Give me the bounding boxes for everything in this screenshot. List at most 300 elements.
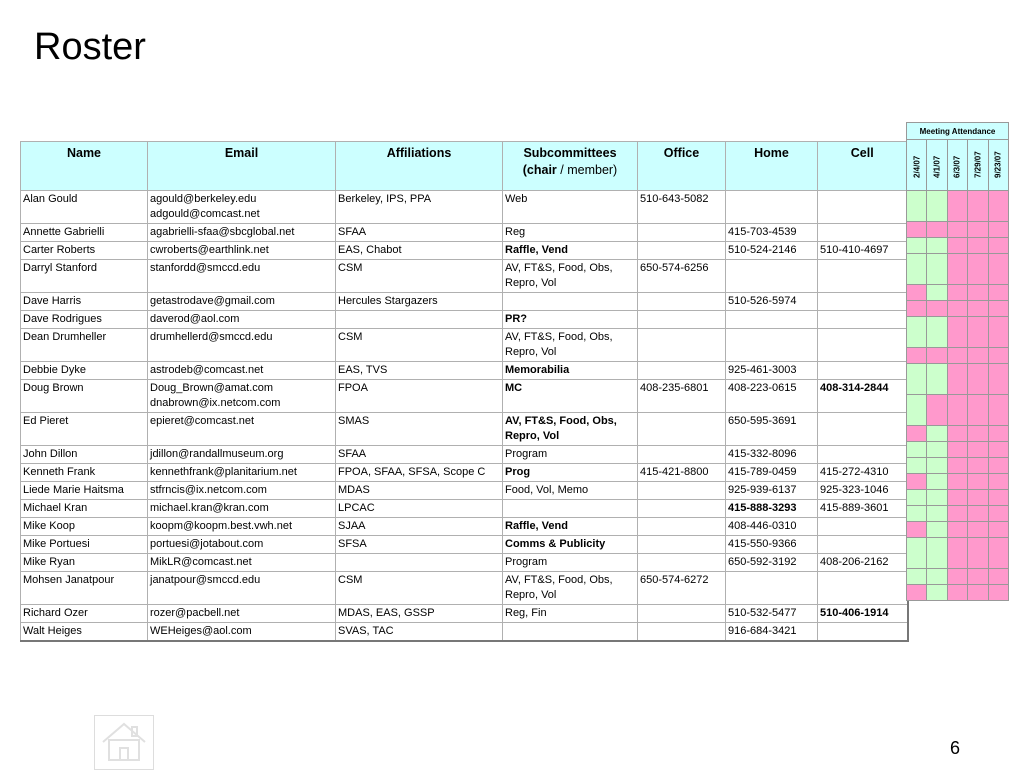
attendance-cell-absent: [968, 538, 988, 569]
roster-cell-aff: SJAA: [336, 518, 503, 536]
attendance-date: 9/23/07: [988, 140, 1008, 191]
roster-cell-office: 415-421-8800: [638, 464, 726, 482]
roster-row: [21, 413, 908, 446]
attendance-cell-absent: [988, 317, 1008, 348]
attendance-cell-absent: [988, 364, 1008, 395]
attendance-row: [907, 222, 1009, 238]
roster-cell-cell: [818, 623, 908, 642]
roster-cell-office: [638, 311, 726, 329]
roster-row: [21, 242, 908, 260]
roster-body: [21, 191, 908, 642]
roster-cell-office: [638, 413, 726, 446]
attendance-cell-absent: [988, 426, 1008, 442]
attendance-cell-attended: [907, 538, 927, 569]
roster-cell-aff: EAS, TVS: [336, 362, 503, 380]
roster-cell-sub: Raffle, Vend: [503, 518, 638, 536]
roster-cell-cell: [818, 191, 908, 224]
attendance-cell-absent: [968, 522, 988, 538]
attendance-cell-absent: [947, 348, 967, 364]
roster-cell-sub: [503, 623, 638, 642]
attendance-cell-attended: [907, 458, 927, 474]
roster-cell-cell: [818, 260, 908, 293]
roster-cell-aff: MDAS: [336, 482, 503, 500]
attendance-cell-absent: [968, 569, 988, 585]
roster-cell-sub: Reg: [503, 224, 638, 242]
roster-row: [21, 224, 908, 242]
roster-cell-office: [638, 518, 726, 536]
roster-cell-home: 925-939-6137: [726, 482, 818, 500]
roster-cell-aff: Berkeley, IPS, PPA: [336, 191, 503, 224]
roster-cell-email: cwroberts@earthlink.net: [148, 242, 336, 260]
attendance-cell-attended: [907, 317, 927, 348]
attendance-cell-attended: [927, 238, 947, 254]
roster-row: [21, 518, 908, 536]
roster-row: [21, 293, 908, 311]
attendance-cell-attended: [927, 506, 947, 522]
house-icon: [95, 716, 153, 769]
roster-cell-email: stanfordd@smccd.edu: [148, 260, 336, 293]
roster-cell-office: 650-574-6256: [638, 260, 726, 293]
attendance-cell-absent: [988, 522, 1008, 538]
attendance-cell-attended: [907, 395, 927, 426]
attendance-cell-absent: [947, 254, 967, 285]
roster-cell-cell: [818, 362, 908, 380]
roster-cell-sub: [503, 500, 638, 518]
roster-cell-office: [638, 242, 726, 260]
attendance-date: 6/3/07: [947, 140, 967, 191]
roster-cell-cell: [818, 224, 908, 242]
attendance-cell-absent: [988, 348, 1008, 364]
attendance-cell-absent: [947, 426, 967, 442]
attendance-cell-attended: [907, 364, 927, 395]
attendance-cell-absent: [907, 301, 927, 317]
roster-row: [21, 482, 908, 500]
attendance-row: [907, 285, 1009, 301]
attendance-cell-absent: [947, 395, 967, 426]
attendance-title: Meeting Attendance: [907, 123, 1009, 140]
roster-cell-office: [638, 623, 726, 642]
roster-cell-home: 408-223-0615: [726, 380, 818, 413]
attendance-row: [907, 191, 1009, 222]
attendance-cell-attended: [907, 442, 927, 458]
roster-cell-sub: Program: [503, 554, 638, 572]
roster-cell-cell: [818, 329, 908, 362]
roster-row: [21, 380, 908, 413]
roster-cell-name: Alan Gould: [21, 191, 148, 224]
roster-cell-aff: SMAS: [336, 413, 503, 446]
roster-cell-home: 510-524-2146: [726, 242, 818, 260]
roster-cell-cell: [818, 311, 908, 329]
attendance-cell-absent: [947, 490, 967, 506]
roster-cell-sub: Memorabilia: [503, 362, 638, 380]
roster-cell-home: 916-684-3421: [726, 623, 818, 642]
roster-cell-sub: [503, 293, 638, 311]
roster-cell-cell: 510-406-1914: [818, 605, 908, 623]
attendance-cell-absent: [988, 222, 1008, 238]
roster-cell-office: 650-574-6272: [638, 572, 726, 605]
attendance-cell-attended: [927, 538, 947, 569]
roster-cell-sub: Raffle, Vend: [503, 242, 638, 260]
attendance-cell-absent: [968, 458, 988, 474]
attendance-cell-absent: [968, 442, 988, 458]
roster-cell-name: Annette Gabrielli: [21, 224, 148, 242]
roster-cell-cell: 925-323-1046: [818, 482, 908, 500]
page-title: Roster: [34, 26, 146, 68]
attendance-cell-absent: [907, 474, 927, 490]
attendance-cell-absent: [947, 191, 967, 222]
roster-cell-email: agould@berkeley.edu adgould@comcast.net: [148, 191, 336, 224]
home-button[interactable]: [94, 715, 154, 770]
roster-cell-cell: [818, 446, 908, 464]
attendance-cell-absent: [968, 301, 988, 317]
roster-cell-sub: Food, Vol, Memo: [503, 482, 638, 500]
attendance-cell-absent: [947, 538, 967, 569]
attendance-cell-absent: [927, 348, 947, 364]
attendance-cell-attended: [907, 238, 927, 254]
chair-label: (chair: [522, 163, 557, 177]
roster-cell-email: stfrncis@ix.netcom.com: [148, 482, 336, 500]
attendance-cell-absent: [968, 506, 988, 522]
roster-cell-home: [726, 191, 818, 224]
roster-row: [21, 464, 908, 482]
attendance-cell-absent: [907, 222, 927, 238]
subcommittees-legend: [505, 162, 635, 179]
roster-cell-office: 510-643-5082: [638, 191, 726, 224]
roster-cell-name: Carter Roberts: [21, 242, 148, 260]
roster-cell-email: astrodeb@comcast.net: [148, 362, 336, 380]
roster-cell-sub: Prog: [503, 464, 638, 482]
roster-cell-home: [726, 311, 818, 329]
roster-cell-cell: 415-272-4310: [818, 464, 908, 482]
roster-cell-sub: AV, FT&S, Food, Obs, Repro, Vol: [503, 413, 638, 446]
roster-cell-name: John Dillon: [21, 446, 148, 464]
roster-cell-aff: CSM: [336, 260, 503, 293]
attendance-cell-absent: [947, 285, 967, 301]
roster-cell-aff: CSM: [336, 572, 503, 605]
attendance-cell-absent: [927, 301, 947, 317]
roster-header-row: [21, 142, 908, 191]
attendance-cell-attended: [927, 285, 947, 301]
roster-cell-aff: CSM: [336, 329, 503, 362]
roster-cell-office: [638, 554, 726, 572]
attendance-cell-attended: [907, 254, 927, 285]
roster-cell-cell: [818, 536, 908, 554]
roster-cell-sub: AV, FT&S, Food, Obs, Repro, Vol: [503, 329, 638, 362]
roster-cell-home: 415-703-4539: [726, 224, 818, 242]
roster-row: [21, 362, 908, 380]
roster-cell-sub: AV, FT&S, Food, Obs, Repro, Vol: [503, 260, 638, 293]
attendance-table: [906, 122, 1009, 601]
attendance-cell-absent: [968, 317, 988, 348]
roster-cell-name: Richard Ozer: [21, 605, 148, 623]
roster-cell-email: WEHeiges@aol.com: [148, 623, 336, 642]
roster-cell-office: 408-235-6801: [638, 380, 726, 413]
roster-cell-name: Darryl Stanford: [21, 260, 148, 293]
roster-cell-home: 415-332-8096: [726, 446, 818, 464]
attendance-cell-absent: [968, 191, 988, 222]
attendance-cell-attended: [927, 474, 947, 490]
attendance-cell-attended: [927, 317, 947, 348]
roster-cell-email: koopm@koopm.best.vwh.net: [148, 518, 336, 536]
roster-cell-home: [726, 329, 818, 362]
roster-cell-name: Debbie Dyke: [21, 362, 148, 380]
attendance-cell-attended: [907, 569, 927, 585]
attendance-row: [907, 569, 1009, 585]
attendance-cell-absent: [968, 395, 988, 426]
attendance-cell-absent: [947, 506, 967, 522]
roster-cell-name: Ed Pieret: [21, 413, 148, 446]
roster-cell-sub: AV, FT&S, Food, Obs, Repro, Vol: [503, 572, 638, 605]
attendance-cell-absent: [947, 238, 967, 254]
subcommittees-label: Subcommittees: [523, 146, 617, 160]
roster-cell-home: [726, 572, 818, 605]
roster-cell-name: Walt Heiges: [21, 623, 148, 642]
col-header-cell: Cell: [818, 142, 908, 191]
attendance-cell-attended: [927, 569, 947, 585]
attendance-row: [907, 585, 1009, 601]
attendance-cell-absent: [968, 285, 988, 301]
roster-cell-name: Kenneth Frank: [21, 464, 148, 482]
roster-cell-email: MikLR@comcast.net: [148, 554, 336, 572]
attendance-cell-absent: [988, 474, 1008, 490]
attendance-cell-absent: [968, 222, 988, 238]
attendance-cell-absent: [927, 395, 947, 426]
roster-cell-email: drumhellerd@smccd.edu: [148, 329, 336, 362]
roster-cell-office: [638, 329, 726, 362]
roster-cell-cell: 510-410-4697: [818, 242, 908, 260]
roster-cell-email: getastrodave@gmail.com: [148, 293, 336, 311]
attendance-dates-row: [907, 140, 1009, 191]
roster-cell-email: rozer@pacbell.net: [148, 605, 336, 623]
attendance-cell-absent: [907, 426, 927, 442]
roster-cell-name: Doug Brown: [21, 380, 148, 413]
roster-table: [20, 141, 909, 642]
attendance-cell-absent: [988, 442, 1008, 458]
roster-cell-name: Liede Marie Haitsma: [21, 482, 148, 500]
roster-cell-cell: 415-889-3601: [818, 500, 908, 518]
roster-cell-name: Mike Koop: [21, 518, 148, 536]
roster-cell-name: Dave Harris: [21, 293, 148, 311]
attendance-cell-absent: [968, 238, 988, 254]
attendance-row: [907, 254, 1009, 285]
roster-cell-office: [638, 605, 726, 623]
attendance-cell-absent: [947, 522, 967, 538]
roster-cell-aff: [336, 554, 503, 572]
roster-cell-home: 650-592-3192: [726, 554, 818, 572]
attendance-row: [907, 348, 1009, 364]
roster-cell-office: [638, 293, 726, 311]
roster-cell-email: epieret@comcast.net: [148, 413, 336, 446]
roster-cell-sub: PR?: [503, 311, 638, 329]
attendance-cell-absent: [988, 301, 1008, 317]
roster-cell-email: janatpour@smccd.edu: [148, 572, 336, 605]
roster-cell-name: Michael Kran: [21, 500, 148, 518]
attendance-cell-absent: [947, 585, 967, 601]
attendance-cell-attended: [927, 490, 947, 506]
roster-cell-sub: Reg, Fin: [503, 605, 638, 623]
roster-row: [21, 500, 908, 518]
roster-cell-sub: Web: [503, 191, 638, 224]
roster-cell-name: Mike Portuesi: [21, 536, 148, 554]
attendance-cell-absent: [968, 426, 988, 442]
col-header-office: Office: [638, 142, 726, 191]
attendance-body: [907, 191, 1009, 601]
attendance-date: 4/1/07: [927, 140, 947, 191]
attendance-cell-absent: [947, 364, 967, 395]
attendance-row: [907, 426, 1009, 442]
attendance-cell-absent: [947, 317, 967, 348]
attendance-cell-absent: [988, 238, 1008, 254]
roster-cell-home: 510-526-5974: [726, 293, 818, 311]
roster-row: [21, 446, 908, 464]
roster-cell-aff: LPCAC: [336, 500, 503, 518]
roster-cell-aff: EAS, Chabot: [336, 242, 503, 260]
attendance-cell-absent: [968, 585, 988, 601]
attendance-cell-attended: [927, 442, 947, 458]
roster-cell-name: Mohsen Janatpour: [21, 572, 148, 605]
roster-cell-aff: SFSA: [336, 536, 503, 554]
roster-cell-sub: MC: [503, 380, 638, 413]
attendance-row: [907, 458, 1009, 474]
col-header-affiliations: Affiliations: [336, 142, 503, 191]
attendance-cell-attended: [927, 522, 947, 538]
attendance-date: 2/4/07: [907, 140, 927, 191]
roster-cell-home: 415-789-0459: [726, 464, 818, 482]
attendance-cell-attended: [927, 585, 947, 601]
col-header-home: Home: [726, 142, 818, 191]
roster-cell-email: portuesi@jotabout.com: [148, 536, 336, 554]
roster-row: [21, 260, 908, 293]
roster-cell-home: [726, 260, 818, 293]
roster-cell-email: kennethfrank@planitarium.net: [148, 464, 336, 482]
roster-row: [21, 329, 908, 362]
page-number: 6: [950, 738, 961, 758]
attendance-row: [907, 317, 1009, 348]
attendance-cell-absent: [947, 569, 967, 585]
attendance-cell-absent: [947, 442, 967, 458]
attendance-cell-absent: [988, 569, 1008, 585]
roster-row: [21, 191, 908, 224]
attendance-cell-absent: [988, 191, 1008, 222]
roster-cell-home: 650-595-3691: [726, 413, 818, 446]
attendance-cell-attended: [907, 490, 927, 506]
attendance-cell-absent: [988, 506, 1008, 522]
attendance-cell-absent: [988, 585, 1008, 601]
attendance-row: [907, 538, 1009, 569]
roster-cell-sub: Program: [503, 446, 638, 464]
col-header-subcommittees: [503, 142, 638, 191]
roster-cell-office: [638, 224, 726, 242]
attendance-cell-attended: [907, 191, 927, 222]
roster-cell-cell: [818, 572, 908, 605]
roster-cell-aff: Hercules Stargazers: [336, 293, 503, 311]
roster-cell-office: [638, 482, 726, 500]
attendance-cell-absent: [947, 474, 967, 490]
roster-cell-sub: Comms & Publicity: [503, 536, 638, 554]
roster-cell-home: 510-532-5477: [726, 605, 818, 623]
roster-cell-home: 925-461-3003: [726, 362, 818, 380]
attendance-cell-absent: [968, 490, 988, 506]
roster-cell-aff: SFAA: [336, 224, 503, 242]
roster-row: [21, 605, 908, 623]
roster-cell-aff: SVAS, TAC: [336, 623, 503, 642]
attendance-cell-attended: [927, 458, 947, 474]
attendance-date: 7/29/07: [968, 140, 988, 191]
attendance-row: [907, 490, 1009, 506]
roster-cell-aff: SFAA: [336, 446, 503, 464]
attendance-row: [907, 442, 1009, 458]
col-header-email: Email: [148, 142, 336, 191]
attendance-cell-absent: [988, 538, 1008, 569]
attendance-row: [907, 522, 1009, 538]
attendance-row: [907, 301, 1009, 317]
roster-cell-cell: [818, 413, 908, 446]
attendance-row: [907, 364, 1009, 395]
roster-row: [21, 311, 908, 329]
attendance-cell-absent: [968, 364, 988, 395]
attendance-cell-attended: [927, 426, 947, 442]
roster-cell-aff: MDAS, EAS, GSSP: [336, 605, 503, 623]
roster-cell-email: agabrielli-sfaa@sbcglobal.net: [148, 224, 336, 242]
roster-cell-email: jdillon@randallmuseum.org: [148, 446, 336, 464]
attendance-row: [907, 474, 1009, 490]
attendance-cell-absent: [947, 458, 967, 474]
roster-cell-aff: FPOA, SFAA, SFSA, Scope C: [336, 464, 503, 482]
roster-cell-home: 408-446-0310: [726, 518, 818, 536]
attendance-cell-absent: [907, 585, 927, 601]
roster-cell-email: daverod@aol.com: [148, 311, 336, 329]
roster-row: [21, 572, 908, 605]
attendance-cell-absent: [988, 490, 1008, 506]
roster-cell-aff: FPOA: [336, 380, 503, 413]
attendance-cell-absent: [927, 222, 947, 238]
attendance-cell-attended: [927, 191, 947, 222]
col-header-name: Name: [21, 142, 148, 191]
attendance-cell-absent: [907, 348, 927, 364]
roster-row: [21, 623, 908, 642]
roster-cell-home: 415-888-3293: [726, 500, 818, 518]
roster-cell-office: [638, 500, 726, 518]
roster-cell-cell: [818, 518, 908, 536]
attendance-cell-absent: [907, 522, 927, 538]
attendance-cell-absent: [988, 395, 1008, 426]
roster-cell-aff: [336, 311, 503, 329]
attendance-cell-absent: [968, 348, 988, 364]
attendance-cell-absent: [968, 254, 988, 285]
roster-cell-cell: 408-206-2162: [818, 554, 908, 572]
roster-cell-cell: [818, 293, 908, 311]
attendance-cell-absent: [968, 474, 988, 490]
attendance-cell-absent: [947, 222, 967, 238]
roster-cell-home: 415-550-9366: [726, 536, 818, 554]
attendance-cell-attended: [927, 254, 947, 285]
roster-cell-name: Dean Drumheller: [21, 329, 148, 362]
roster-row: [21, 554, 908, 572]
attendance-cell-absent: [947, 301, 967, 317]
attendance-cell-absent: [988, 285, 1008, 301]
roster-cell-name: Dave Rodrigues: [21, 311, 148, 329]
roster-cell-office: [638, 362, 726, 380]
attendance-row: [907, 238, 1009, 254]
attendance-row: [907, 506, 1009, 522]
roster-cell-email: michael.kran@kran.com: [148, 500, 336, 518]
roster-cell-name: Mike Ryan: [21, 554, 148, 572]
roster-cell-office: [638, 536, 726, 554]
roster-row: [21, 536, 908, 554]
attendance-cell-absent: [907, 285, 927, 301]
attendance-cell-attended: [927, 364, 947, 395]
member-label: / member): [556, 163, 618, 177]
